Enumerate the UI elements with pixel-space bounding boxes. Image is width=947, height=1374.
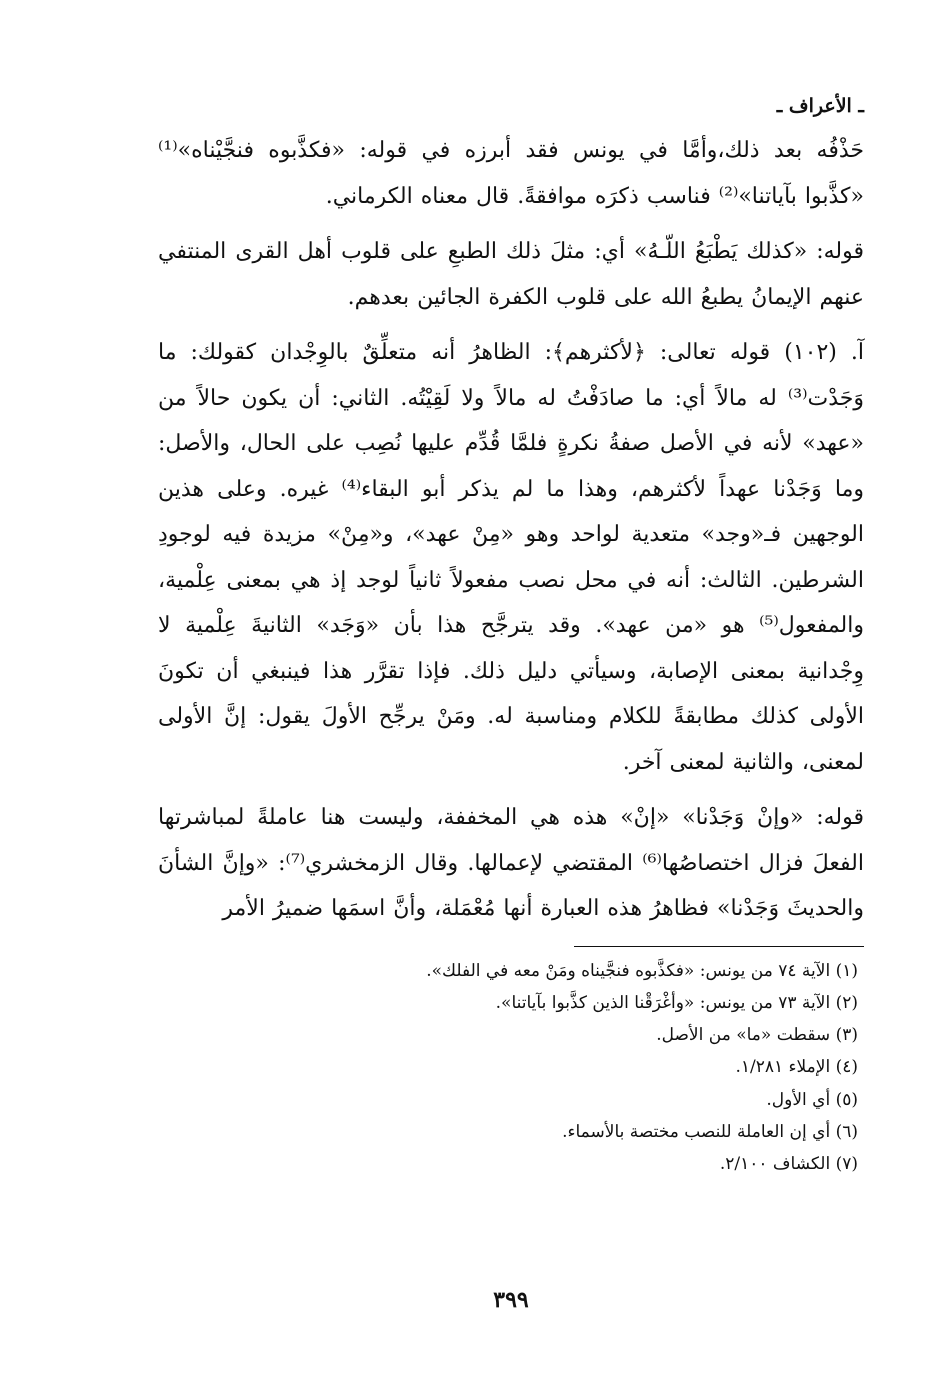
footnotes-list: [158, 955, 864, 1181]
footnote-6: (٦) أي إن العاملة للنصب مختصة بالأسماء.: [562, 1121, 858, 1142]
footnote-5: (٥) أي الأول.: [766, 1089, 858, 1110]
body-paragraph-2: قوله: «كذلك يَطْبَعُ اللّـهُ» أي: مثلَ ذلك الطبعِ على قلوب أهل القرى المنتفي عنهم الإيمانُ يطبعُ الله على قلوب الكفرة الجائين بعدهم.: [158, 239, 864, 310]
footnote-4: (٤) الإملاء ١/٢٨١.: [735, 1057, 858, 1078]
book-page: [158, 92, 864, 1332]
running-head: ـ الأعراف ـ: [776, 95, 864, 117]
footnote-2: (٢) الآية ٧٣ من يونس: «وأغْرَقْنا الذين كذَّبوا بآياتنا».: [495, 992, 858, 1013]
footnote-1: (١) الآية ٧٤ من يونس: «فكذَّبوه فنجَّيناه ومَنْ معه في الفلك».: [426, 960, 858, 981]
body-paragraph-1: حَذْفُه بعد ذلك،وأمَّا في يونس فقد أبرزه في قوله: «فكذَّبوه فنجَّيْناه»⁽¹⁾ «كذَّبوا بآياتنا»⁽²⁾ فناسب ذكرَه موافقةً. قال معناه الكرماني.: [158, 138, 864, 209]
page-number: ٣٩٩: [493, 1287, 529, 1313]
footnote-3: (٣) سقطت «ما» من الأصل.: [656, 1025, 858, 1046]
footnote-7: (٧) الكشاف ٢/١٠٠.: [719, 1154, 858, 1175]
body-paragraph-4: قوله: «وإنْ وَجَدْنا» «إنْ» هذه هي المخففة، وليست هنا عاملةً لمباشرتها الفعلَ فزال اختصاصُها⁽⁶⁾ المقتضي لإعمالها. وقال الزمخشري⁽⁷⁾: «وإنَّ الشأنَ والحديثَ وَجَدْنا» فظاهرُ هذه العبارة أنها مُعْمَلة، وأنَّ اسمَها ضميرُ الأمر: [158, 805, 864, 921]
body-paragraph-3: آ. (١٠٢) قوله تعالى: ﴿لأكثرهم﴾: الظاهرُ أنه متعلِّقٌ بالوِجْدان كقولك: ما وَجَدْت⁽³⁾ له مالاً أي: ما صادَفْتُ له مالاً ولا لَقِيْتُه. الثاني: أن يكون حالاً من «عهد» لأنه في الأصل صفةُ نكرةٍ فلمَّا قُدِّم عليها نُصِب على الحال، والأصل: وما وَجَدْنا عهداً لأكثرهم، وهذا ما لم يذكر أبو البقاء⁽⁴⁾ غيره. وعلى هذين الوجهين فـ«وجد» متعدية لواحد وهو «مِنْ عهد»، و«مِنْ» مزيدة فيه لوجودِ الشرطين. الثالث: أنه في محل نصب مفعولاً ثانياً لوجد إذ هي بمعنى عِلْمية، والمفعول⁽⁵⁾ هو «من عهد». وقد يترجَّح هذا بأن «وَجَد» الثانيةَ عِلْمية لا وِجْدانية بمعنى الإصابة، وسيأتي دليل ذلك. فإذا تقرَّر هذا فينبغي أن تكونَ الأولى كذلك مطابقةً للكلام ومناسبة له. ومَنْ يرجِّح الأولَ يقول: إنَّ الأولى لمعنى، والثانية لمعنى آخر.: [158, 340, 865, 775]
footnote-divider: [574, 946, 864, 947]
